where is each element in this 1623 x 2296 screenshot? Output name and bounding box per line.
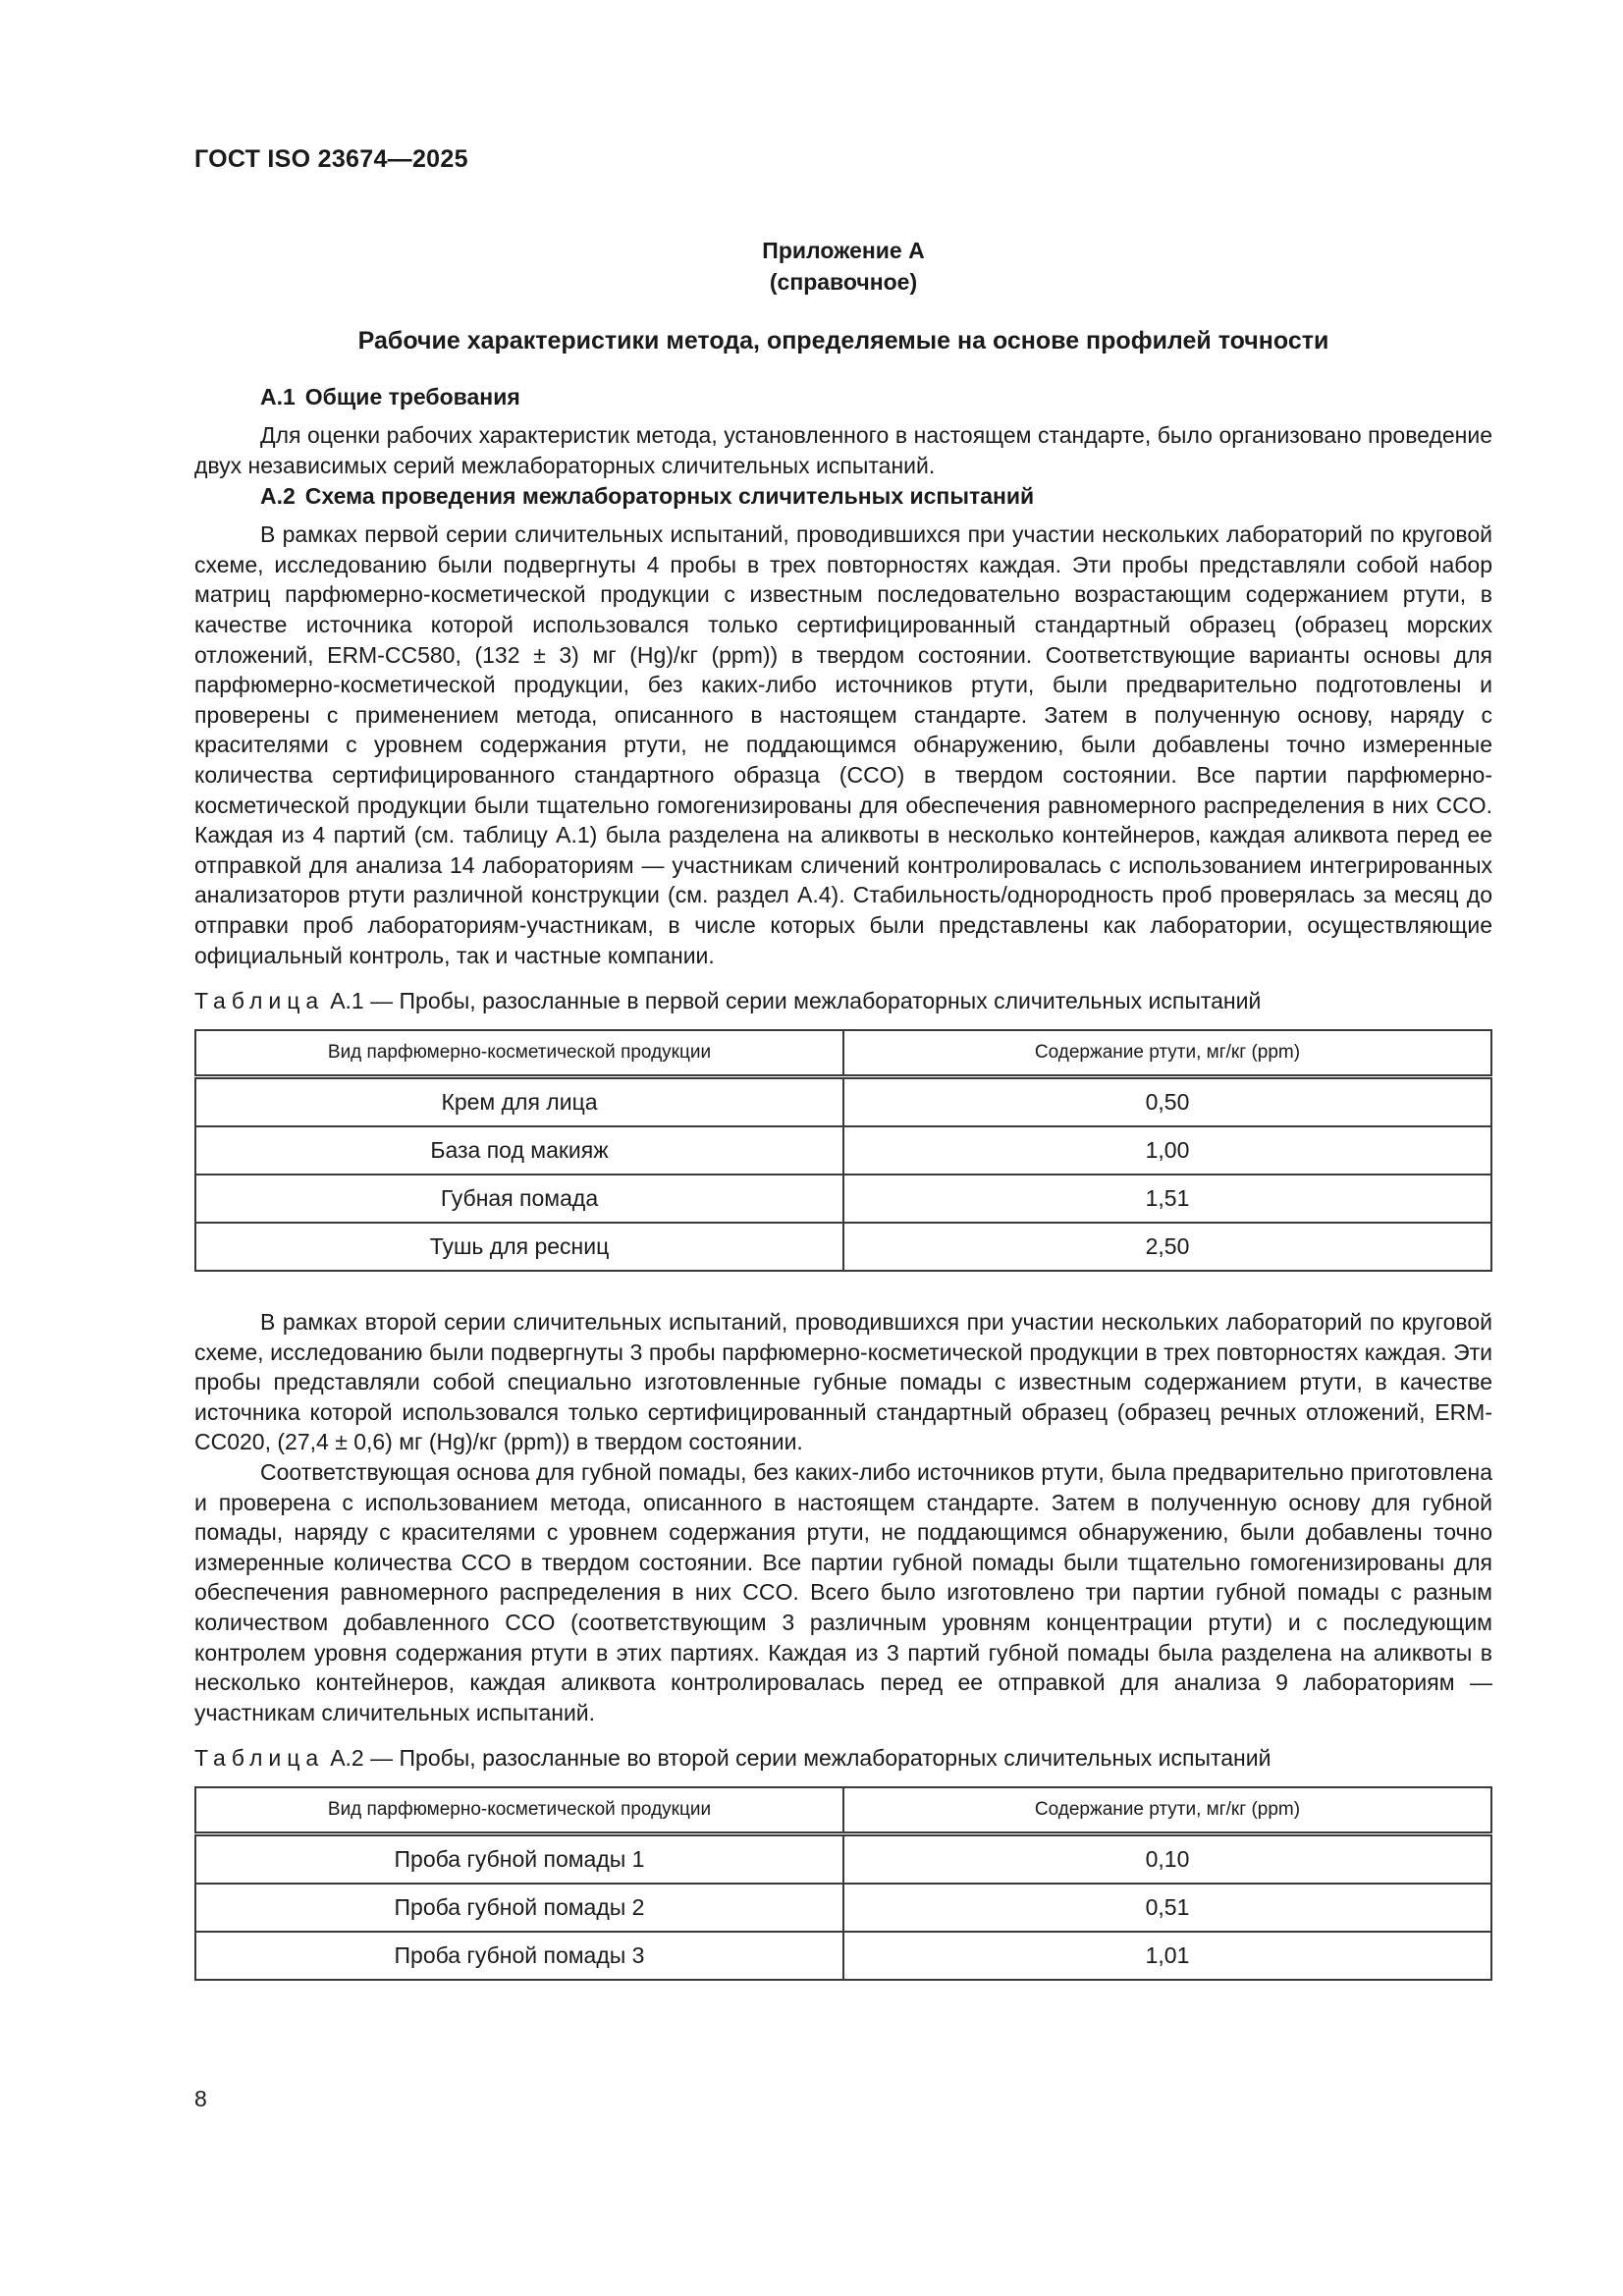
column-header-product: Вид парфюмерно-косметической продукции: [195, 1787, 843, 1834]
cell-value: 0,50: [843, 1077, 1491, 1127]
table-row: [195, 1932, 1491, 1980]
section-a2-title: Схема проведения межлабораторных сличительных испытаний: [304, 483, 1035, 510]
table-header-row: [195, 1787, 1491, 1834]
section-a1-title: Общие требования: [304, 384, 520, 410]
page-number: 8: [194, 2086, 207, 2111]
table-row: [195, 1884, 1491, 1932]
cell-product: Проба губной помады 3: [195, 1932, 843, 1980]
cell-product: Проба губной помады 2: [195, 1884, 843, 1932]
table-row: [195, 1223, 1491, 1271]
table-row: [195, 1175, 1491, 1223]
section-a2-paragraph-3: Соответствующая основа для губной помады, без каких-либо источников ртути, была предварительно приготовлена и проверена с использованием метода, описанного в настоящем стандарте. Затем в полученную основу для губной помады, наряду с красителями с уровнем содержания ртути, не поддающимся обнаружению, были добавлены точно измеренные количества CCO в твердом состоянии. Все партии губной помады были тщательно гомогенизированы для обеспечения равномерного распределения в них CCO. Всего было изготовлено три партии губной помады с разным количеством добавленного CCO (соответствующим 3 различным уровням концентрации ртути) и с последующим контролем уровня содержания ртути в этих партиях. Каждая из 3 партий губной помады была разделена на аликвоты в несколько контейнеров, каждая аликвота контролировалась перед ее отправкой для анализа 9 лабораториям — участникам сличительных испытаний.: [194, 1459, 1492, 1725]
section-a1-heading: [194, 381, 1492, 412]
cell-product: Губная помада: [195, 1175, 843, 1223]
table-row: [195, 1834, 1491, 1885]
appendix-title: Рабочие характеристики метода, определяемые на основе профилей точности: [357, 327, 1329, 355]
column-header-mercury: Содержание ртути, мг/кг (ppm): [843, 1787, 1491, 1834]
cell-product: Тушь для ресниц: [195, 1223, 843, 1271]
section-a2-paragraph-2: В рамках второй серии сличительных испытаний, проводившихся при участии нескольких лабораторий по круговой схеме, исследованию были подвергнуты 3 пробы парфюмерно-косметической продукции в трех повторностях каждая. Эти пробы представляли собой специально изготовленные губные помады с известным содержанием ртути, в качестве источника которой использовался только сертифицированный стандартный образец (образец речных отложений, ERM-CC020, (27,4 ± 0,6) мг (Hg)/кг (ppm)) в твердом состоянии.: [194, 1309, 1492, 1455]
appendix-label: Приложение А: [762, 238, 925, 263]
appendix-heading: [194, 235, 1492, 298]
cell-product: Крем для лица: [195, 1077, 843, 1127]
cell-value: 1,51: [843, 1175, 1491, 1223]
section-a1-number: А.1: [260, 384, 296, 410]
cell-product: База под макияж: [195, 1126, 843, 1175]
table-a2-caption-word: Таблица: [194, 1745, 325, 1772]
cell-value: 0,10: [843, 1834, 1491, 1885]
table-a1: [194, 1029, 1492, 1272]
table-header-row: [195, 1030, 1491, 1077]
table-a1-caption-text: А.1 — Пробы, разосланные в первой серии межлабораторных сличительных испытаний: [330, 988, 1262, 1014]
cell-value: 0,51: [843, 1884, 1491, 1932]
appendix-type: (справочное): [769, 269, 918, 295]
table-a2-caption: [194, 1743, 1492, 1773]
document-page: [194, 145, 1492, 1981]
table-a2-caption-text: А.2 — Пробы, разосланные во второй серии межлабораторных сличительных испытаний: [330, 1745, 1271, 1772]
cell-value: 2,50: [843, 1223, 1491, 1271]
table-row: [195, 1077, 1491, 1127]
table-a1-caption-word: Таблица: [194, 988, 325, 1014]
cell-value: 1,00: [843, 1126, 1491, 1175]
section-a2-paragraph-1: В рамках первой серии сличительных испытаний, проводившихся при участии нескольких лабораторий по круговой схеме, исследованию были подвергнуты 4 пробы в трех повторностях каждая. Эти пробы представляли собой набор матриц парфюмерно-косметической продукции с известным последовательно возрастающим содержанием ртути, в качестве источника которой использовался только сертифицированный стандартный образец (образец морских отложений, ERM-CC580, (132 ± 3) мг (Hg)/кг (ppm)) в твердом состоянии. Соответствующие варианты основы для парфюмерно-косметической продукции, без каких-либо источников ртути, были предварительно подготовлены и проверены с применением метода, описанного в настоящем стандарте. Затем в полученную основу, наряду с красителями с уровнем содержания ртути, не поддающимся обнаружению, были добавлены точно измеренные количества сертифицированного стандартного образца (CCO) в твердом состоянии. Все партии парфюмерно-косметической продукции были тщательно гомогенизированы для обеспечения равномерного распределения в них CCO. Каждая из 4 партий (см. таблицу А.1) была разделена на аликвоты в несколько контейнеров, каждая аликвота перед ее отправкой для анализа 14 лабораториям — участникам сличений контролировалась с использованием интегрированных анализаторов ртути различной конструкции (см. раздел А.4). Стабильность/однородность проб проверялась за месяц до отправки проб лабораториям-участникам, в числе которых были представлены как лаборатории, осуществляющие официальный контроль, так и частные компании.: [194, 521, 1492, 968]
section-a2-heading: [194, 480, 1492, 512]
table-a1-caption: [194, 986, 1492, 1015]
cell-value: 1,01: [843, 1932, 1491, 1980]
cell-product: Проба губной помады 1: [195, 1834, 843, 1885]
column-header-mercury: Содержание ртути, мг/кг (ppm): [843, 1030, 1491, 1077]
section-a2-number: А.2: [260, 483, 296, 510]
section-a1-text: Для оценки рабочих характеристик метода, установленного в настоящем стандарте, было организовано проведение двух независимых серий межлабораторных сличительных испытаний.: [194, 422, 1492, 478]
spacer: [194, 1272, 1492, 1307]
column-header-product: Вид парфюмерно-косметической продукции: [195, 1030, 843, 1077]
table-row: [195, 1126, 1491, 1175]
document-code: ГОСТ ISO 23674—2025: [194, 145, 468, 173]
table-a2: [194, 1786, 1492, 1981]
